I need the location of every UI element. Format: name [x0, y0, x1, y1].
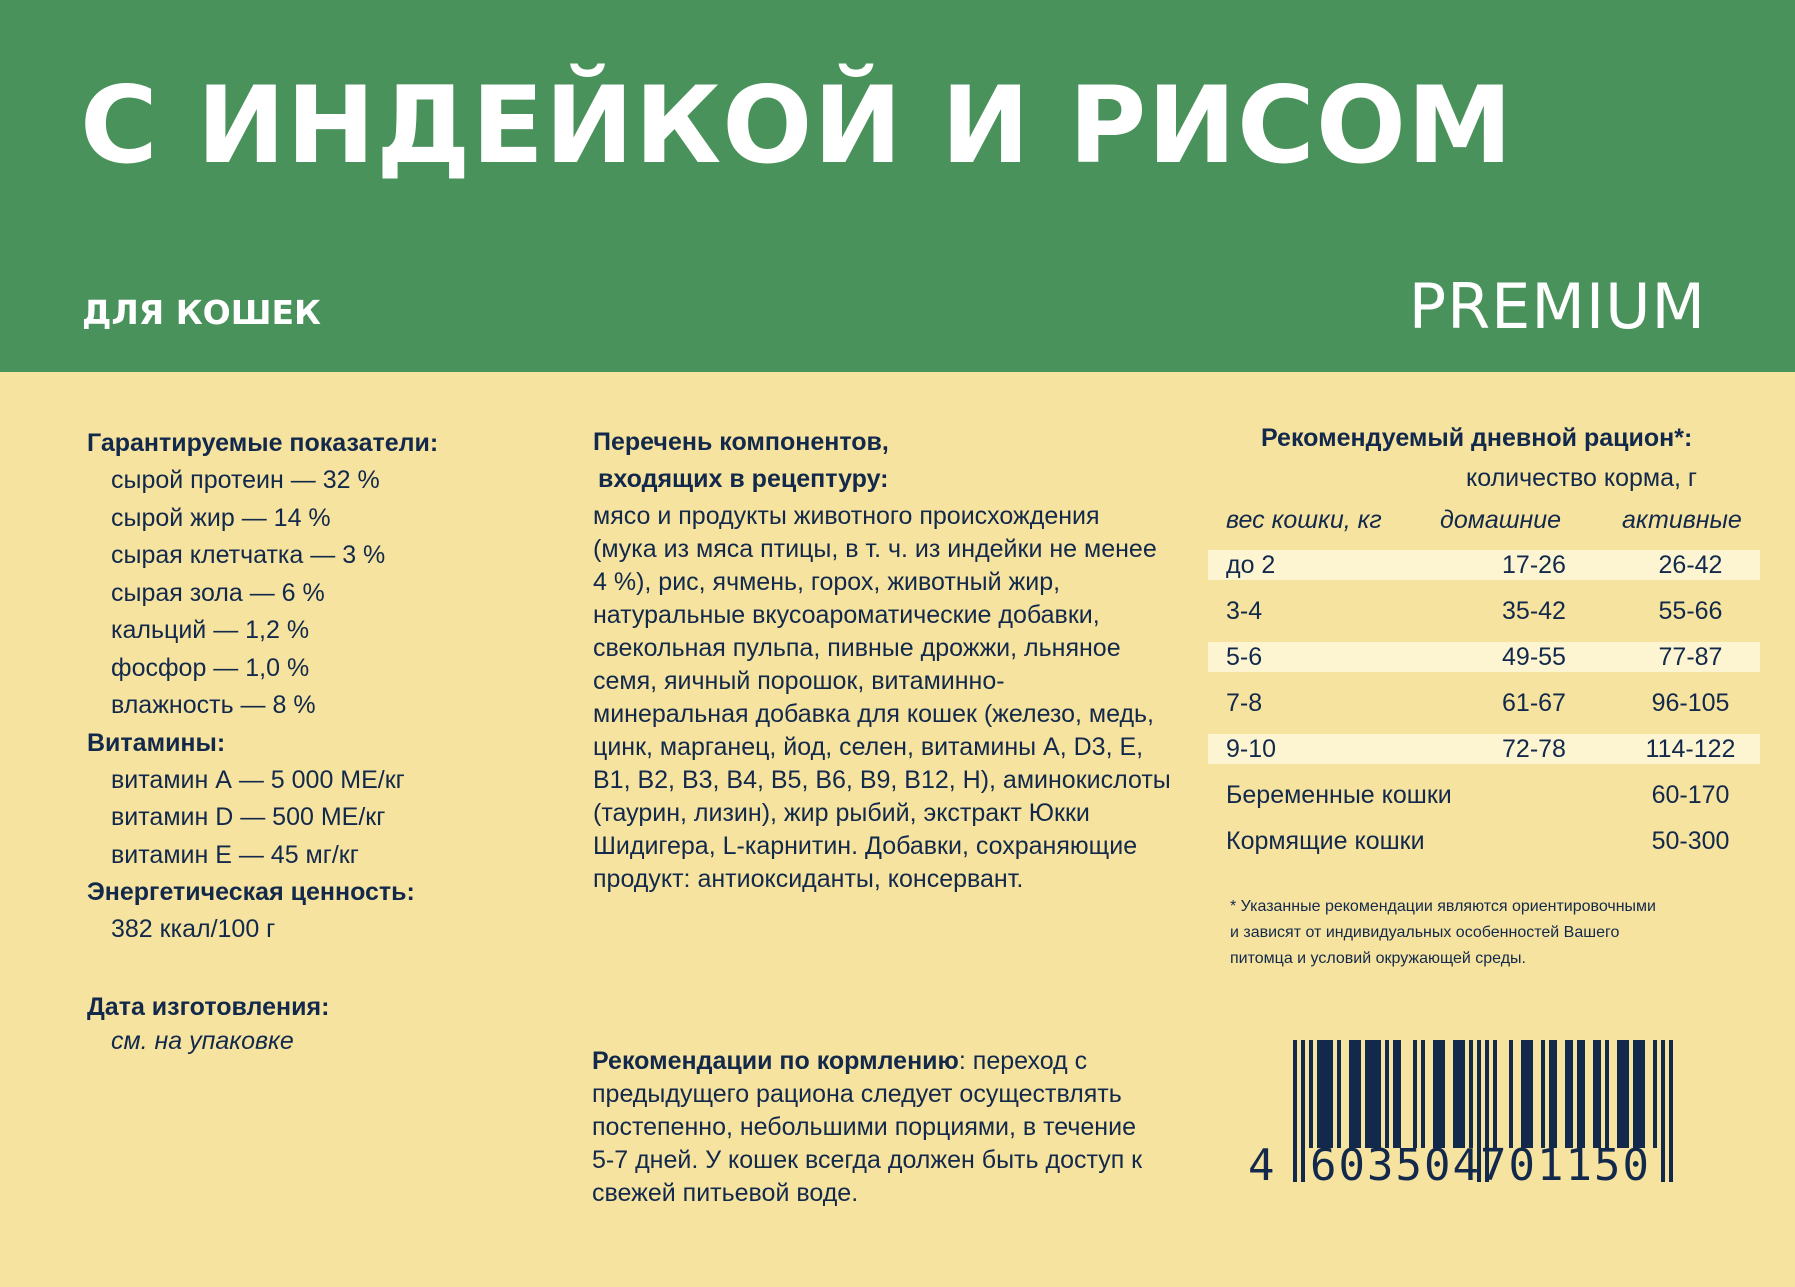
barcode-bar	[1617, 1040, 1621, 1148]
guaranteed-item: сырая клетчатка — 3 %	[111, 541, 386, 569]
barcode-bar	[1349, 1040, 1353, 1148]
barcode-bar	[1385, 1040, 1389, 1148]
components-line: свекольная пульпа, пивные дрожжи, льняное	[593, 634, 1121, 662]
ration-row	[1208, 642, 1760, 672]
feeding-first-line	[592, 1045, 1192, 1078]
barcode-bar	[1637, 1040, 1641, 1148]
ration-heading: Рекомендуемый дневной рацион*:	[1261, 424, 1693, 452]
barcode-bar	[1641, 1040, 1645, 1148]
guaranteed-item: сырой жир — 14 %	[111, 503, 331, 532]
barcode-bar	[1529, 1040, 1533, 1148]
row-home: 49-55	[1502, 643, 1566, 671]
components-heading-line1: Перечень компонентов,	[593, 428, 889, 456]
guaranteed-section	[87, 425, 567, 1056]
barcode-bar	[1325, 1040, 1329, 1148]
column-header-home: домашние	[1440, 506, 1562, 534]
feeding-line: 5-7 дней. У кошек всегда должен быть доступ к	[592, 1146, 1143, 1174]
ration-footnote	[1230, 894, 1740, 972]
row-weight: 3-4	[1226, 597, 1263, 625]
ration-amount-label: количество корма, г	[1466, 464, 1697, 492]
barcode-right-group: 701150	[1480, 1140, 1651, 1191]
guaranteed-item: сырая зола — 6 %	[111, 578, 325, 607]
barcode-bar	[1365, 1040, 1369, 1148]
date-value: см. на упаковке	[111, 1026, 294, 1055]
ration-row	[1208, 596, 1760, 626]
energy-heading: Энергетическая ценность:	[87, 878, 415, 906]
barcode-bar	[1337, 1040, 1341, 1148]
barcode-bar	[1357, 1040, 1361, 1148]
product-subtitle: ДЛЯ КОШЕК	[82, 293, 322, 332]
barcode-bar	[1293, 1040, 1297, 1182]
barcode-bar	[1377, 1040, 1381, 1148]
footnote-line: * Указанные рекомендации являются ориентировочными	[1230, 898, 1656, 915]
premium-label: PREMIUM	[1408, 270, 1706, 343]
barcode-bar	[1593, 1040, 1597, 1148]
components-line: цинк, марганец, йод, селен, витамины А, D3, Е,	[593, 733, 1144, 761]
barcode-bar	[1393, 1040, 1397, 1148]
components-line: 4 %), рис, ячмень, горох, животный жир,	[593, 568, 1061, 596]
barcode-bar	[1633, 1040, 1637, 1148]
barcode-bar	[1321, 1040, 1325, 1148]
barcode-left-group: 603504	[1310, 1140, 1481, 1191]
barcode-bar	[1565, 1040, 1569, 1148]
footnote-line: и зависят от индивидуальных особенностей Вашего	[1230, 924, 1620, 941]
ration-row	[1208, 688, 1760, 718]
feeding-line: постепенно, небольшими порциями, в течение	[592, 1113, 1136, 1141]
barcode-bar	[1553, 1040, 1557, 1148]
components-line: мясо и продукты животного происхождения	[593, 502, 1100, 530]
barcode-bar	[1373, 1040, 1377, 1148]
energy-value: 382 ккал/100 г	[111, 915, 276, 943]
column-header-active: активные	[1622, 506, 1742, 534]
components-heading-line2: входящих в рецептуру:	[598, 465, 889, 493]
barcode	[1248, 1030, 1708, 1190]
row-weight: до 2	[1226, 551, 1276, 579]
components-line: семя, яичный порошок, витаминно-	[593, 667, 1005, 695]
barcode-bar	[1353, 1040, 1357, 1148]
components-line: В1, В2, В3, В4, В5, В6, В9, В12, Н), аминокислоты	[593, 766, 1171, 794]
row-active: 26-42	[1658, 551, 1723, 579]
components-line: натуральные вкусоароматические добавки,	[593, 601, 1100, 629]
row-home: 17-26	[1502, 551, 1566, 579]
vitamin-item: витамин D — 500 МЕ/кг	[111, 803, 386, 831]
vitamins-heading: Витамины:	[87, 728, 226, 757]
barcode-bar	[1469, 1040, 1473, 1148]
row-active: 114-122	[1645, 735, 1736, 763]
row-home: 61-67	[1502, 689, 1566, 717]
row-weight: 7-8	[1226, 689, 1263, 717]
barcode-bar	[1581, 1040, 1585, 1148]
guaranteed-item: влажность — 8 %	[111, 691, 316, 719]
components-line: (таурин, лизин), жир рыбий, экстракт Юкки	[593, 799, 1090, 827]
barcode-first-digit: 4	[1248, 1140, 1277, 1191]
ration-special-row	[1208, 780, 1760, 810]
ration-row	[1208, 734, 1760, 764]
row-weight: 9-10	[1226, 735, 1277, 763]
barcode-bar	[1433, 1040, 1437, 1148]
feeding-line: свежей питьевой воде.	[592, 1179, 859, 1207]
barcode-bar	[1369, 1040, 1373, 1148]
barcode-bar	[1301, 1040, 1305, 1182]
components-line: минеральная добавка для кошек (железо, медь,	[593, 700, 1154, 728]
guaranteed-item: сырой протеин — 32 %	[111, 466, 380, 494]
barcode-bar	[1413, 1040, 1417, 1148]
barcode-bar	[1525, 1040, 1529, 1148]
barcode-bar	[1441, 1040, 1445, 1148]
barcode-bar	[1541, 1040, 1545, 1148]
barcode-bar	[1625, 1040, 1629, 1148]
barcode-bar	[1461, 1040, 1465, 1148]
components-line: Шидигера, L-карнитин. Добавки, сохраняющие	[593, 832, 1138, 860]
barcode-bar	[1329, 1040, 1333, 1148]
special-value: 50-300	[1651, 827, 1730, 855]
barcode-bar	[1437, 1040, 1441, 1148]
guaranteed-heading: Гарантируемые показатели:	[87, 429, 439, 457]
barcode-bar	[1549, 1040, 1553, 1148]
barcode-bar	[1397, 1040, 1401, 1148]
header-band	[0, 0, 1795, 372]
feeding-line: предыдущего рациона следует осуществлять	[592, 1080, 1122, 1108]
special-label: Кормящие кошки	[1226, 827, 1425, 855]
components-line: (мука из мяса птицы, в т. ч. из индейки не менее	[593, 535, 1157, 563]
barcode-bar	[1569, 1040, 1573, 1148]
guaranteed-item: фосфор — 1,0 %	[111, 653, 310, 682]
barcode-bar	[1621, 1040, 1625, 1148]
guaranteed-item: кальций — 1,2 %	[111, 616, 310, 644]
row-active: 55-66	[1658, 597, 1723, 625]
barcode-bar	[1597, 1040, 1601, 1148]
barcode-bar	[1661, 1040, 1665, 1182]
row-weight: 5-6	[1226, 643, 1263, 671]
barcode-bar	[1509, 1040, 1513, 1148]
barcode-bar	[1577, 1040, 1581, 1148]
feeding-heading: Рекомендации по кормлению	[592, 1047, 959, 1075]
barcode-bar	[1493, 1040, 1497, 1148]
ration-row	[1208, 550, 1760, 580]
barcode-bar	[1653, 1040, 1657, 1148]
guaranteed-list	[87, 462, 567, 725]
components-line: продукт: антиоксиданты, консервант.	[593, 865, 1024, 893]
footnote-line: питомца и условий окружающей среды.	[1230, 950, 1526, 967]
barcode-bar	[1521, 1040, 1525, 1148]
date-heading: Дата изготовления:	[87, 992, 330, 1021]
row-active: 77-87	[1658, 643, 1723, 671]
barcode-bar	[1669, 1040, 1673, 1182]
special-label: Беременные кошки	[1226, 781, 1452, 809]
barcode-bar	[1605, 1040, 1609, 1148]
barcode-bar	[1457, 1040, 1461, 1148]
row-home: 72-78	[1502, 735, 1566, 763]
product-title: С ИНДЕЙКОЙ И РИСОМ	[80, 64, 1514, 187]
vitamin-item: витамин А — 5 000 МЕ/кг	[111, 765, 405, 794]
barcode-bar	[1309, 1040, 1313, 1148]
feeding-first-line-rest: : переход с	[958, 1047, 1088, 1075]
barcode-bar	[1453, 1040, 1457, 1148]
components-section	[593, 424, 1193, 896]
barcode-bar	[1317, 1040, 1321, 1148]
vitamin-item: витамин Е — 45 мг/кг	[111, 840, 359, 869]
row-active: 96-105	[1651, 689, 1730, 717]
column-header-weight: вес кошки, кг	[1226, 506, 1382, 534]
components-text	[593, 500, 1193, 896]
barcode-bar	[1421, 1040, 1425, 1148]
ration-special-row	[1208, 826, 1760, 856]
row-home: 35-42	[1502, 597, 1566, 625]
special-value: 60-170	[1651, 781, 1730, 809]
feeding-section	[592, 1045, 1192, 1210]
